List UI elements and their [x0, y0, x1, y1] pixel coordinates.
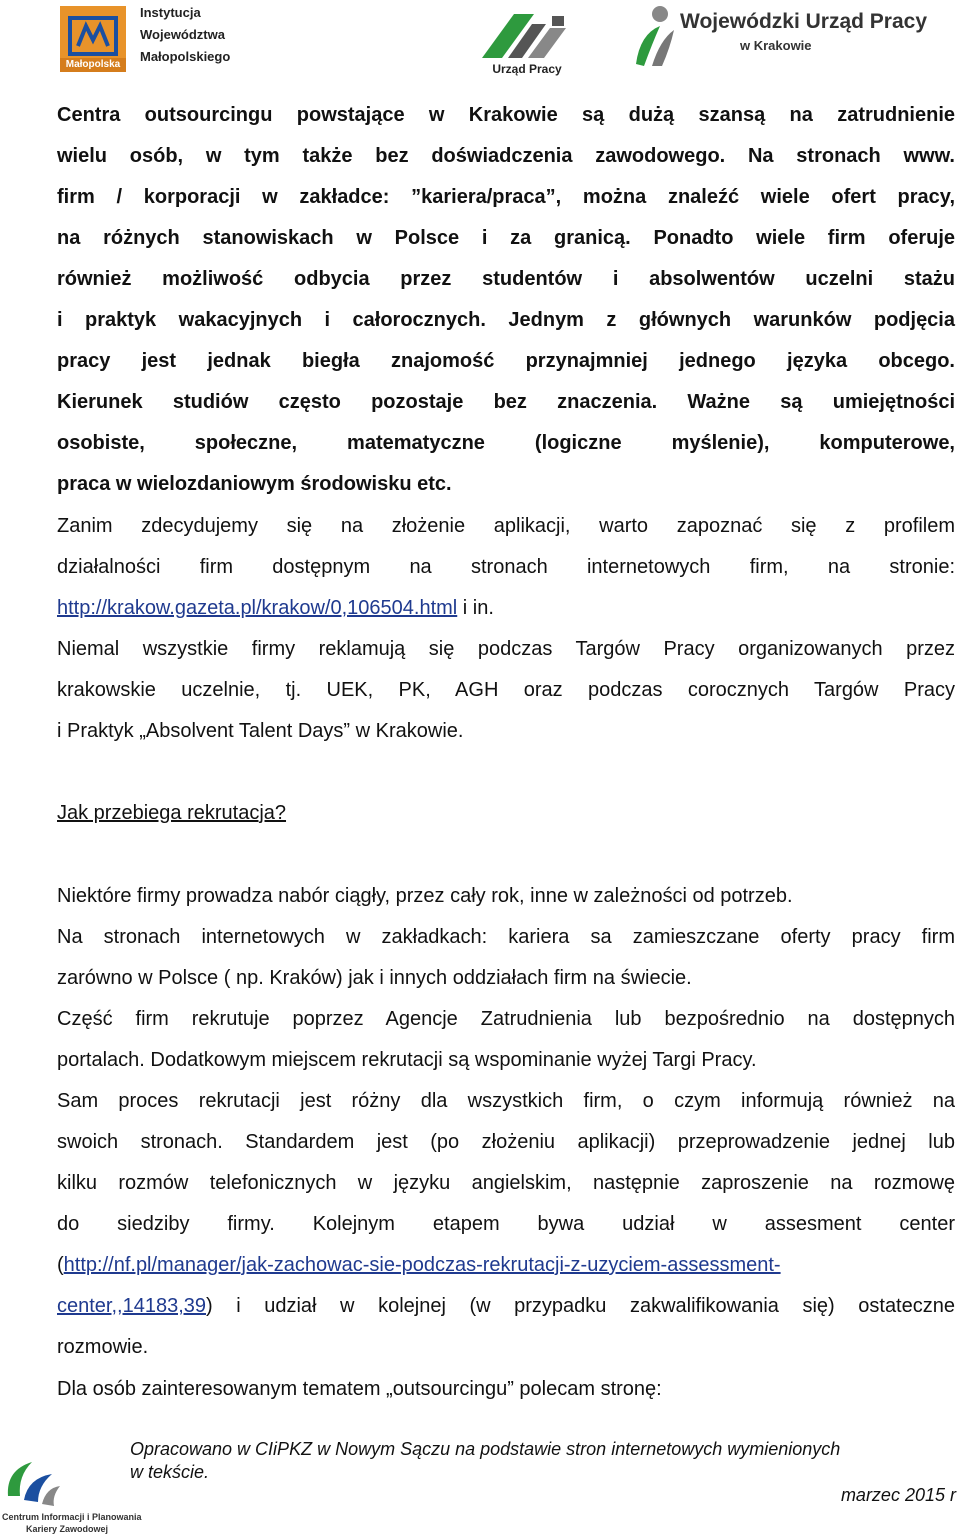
footer-note	[130, 1438, 950, 1484]
text-line: swoich stronach. Standardem jest (po złożeniu aplikacji) przeprowadzenie jednej lub	[57, 1131, 955, 1153]
text-line: Część firm rekrutuje poprzez Agencje Zatrudnienia lub bezpośrednio na dostępnych	[57, 1008, 955, 1030]
footer-note-line: Opracowano w CIiPKZ w Nowym Sączu na podstawie stron internetowych wymienionych	[130, 1439, 841, 1459]
footer-note-line: w tekście.	[130, 1462, 210, 1482]
text-line: Niemal wszystkie firmy reklamują się podczas Targów Pracy organizowanych przez	[57, 638, 955, 660]
text-line: Kierunek studiów często pozostaje bez znaczenia. Ważne są umiejętności	[57, 391, 955, 413]
person-icon	[630, 4, 680, 70]
urzad-pracy-logo	[472, 8, 582, 78]
wup-logo	[630, 4, 960, 74]
institution-name	[140, 4, 230, 66]
ciipkz-logo	[2, 1456, 142, 1538]
header	[0, 0, 960, 80]
wup-subtitle: w Krakowie	[740, 38, 812, 53]
text-line: Centra outsourcingu powstające w Krakowie są dużą szansą na zatrudnienie	[57, 104, 955, 126]
nf-link-continued[interactable]: center,,14183,39	[57, 1295, 207, 1317]
text-line: pracy jest jednak biegła znajomość przynajmniej jednego języka obcego.	[57, 350, 955, 372]
institution-line: Województwa	[140, 27, 225, 42]
text-line: zarówno w Polsce ( np. Kraków) jak i innych oddziałach firm na świecie.	[57, 967, 692, 989]
paragraph-profile	[57, 506, 955, 629]
paragraph-recruitment	[57, 876, 955, 1368]
text-line	[57, 1245, 955, 1286]
wup-title: Wojewódzki Urząd Pracy	[680, 10, 928, 33]
link-tail: i in.	[457, 597, 494, 619]
text-line: osobiste, społeczne, matematyczne (logiczne myślenie), komputerowe,	[57, 432, 955, 454]
ciipkz-line: Centrum Informacji i Planowania	[2, 1512, 142, 1522]
text-line: Na stronach internetowych w zakładkach: kariera sa zamieszczane oferty pracy firm	[57, 926, 955, 948]
text-line: krakowskie uczelnie, tj. UEK, PK, AGH oraz podczas corocznych Targów Pracy	[57, 679, 955, 701]
nf-link[interactable]: http://nf.pl/manager/jak-zachowac-sie-podczas-rekrutacji-z-uzyciem-assessment-	[63, 1254, 781, 1276]
text-line: i Praktyk „Absolvent Talent Days” w Krakowie.	[57, 720, 464, 742]
text-line: portalach. Dodatkowym miejscem rekrutacji są wspominanie wyżej Targi Pracy.	[57, 1049, 757, 1071]
text-line: Sam proces rekrutacji jest różny dla wszystkich firm, o czym informują również na	[57, 1090, 955, 1112]
paragraph-outsourcing	[57, 1369, 955, 1410]
institution-line: Małopolskiego	[140, 49, 231, 64]
text-line: kilku rozmów telefonicznych w języku angielskim, następnie zaproszenie na rozmowę	[57, 1172, 955, 1194]
text-line: firm / korporacji w zakładce: ”kariera/praca”, można znaleźć wiele ofert pracy,	[57, 186, 955, 208]
logo-badge-text: Małopolska	[65, 59, 121, 70]
text-line: Zanim zdecydujemy się na złożenie aplikacji, warto zapoznać się z profilem	[57, 515, 955, 537]
urzad-pracy-icon	[472, 8, 582, 64]
paragraph-intro	[57, 95, 955, 505]
link-tail: ) i udział w kolejnej (w przypadku zakwalifikowania się) ostateczne	[206, 1295, 955, 1317]
heading-text: Jak przebiega rekrutacja?	[57, 802, 287, 824]
text-line	[57, 1286, 955, 1327]
text-line: również możliwość odbycia przez studentów i absolwentów uczelni stażu	[57, 268, 955, 290]
text-line: Niektóre firmy prowadza nabór ciągły, przez cały rok, inne w zależności od potrzeb.	[57, 885, 793, 907]
paren-open: (	[57, 1254, 64, 1276]
gazeta-link[interactable]: http://krakow.gazeta.pl/krakow/0,106504.html	[57, 597, 458, 619]
text-line: wielu osób, w tym także bez doświadczenia zawodowego. Na stronach www.	[57, 145, 955, 167]
footer-date: marzec 2015 r	[840, 1485, 956, 1505]
malopolska-logo	[60, 6, 126, 72]
urzad-pracy-caption: Urząd Pracy	[492, 62, 562, 76]
ciipkz-icon	[2, 1456, 62, 1508]
text-line: działalności firm dostępnym na stronach internetowych firm, na stronie:	[57, 556, 955, 578]
text-line: na różnych stanowiskach w Polsce i za granicą. Ponadto wiele firm oferuje	[57, 227, 955, 249]
text-line: do siedziby firmy. Kolejnym etapem bywa udział w assesment center	[57, 1213, 955, 1235]
text-line: Dla osób zainteresowanym tematem „outsourcingu” polecam stronę:	[57, 1378, 662, 1400]
ciipkz-line: Kariery Zawodowej	[26, 1524, 109, 1534]
section-heading	[57, 793, 955, 834]
text-line: rozmowie.	[57, 1336, 149, 1358]
paragraph-fairs	[57, 629, 955, 752]
text-line: i praktyk wakacyjnych i całorocznych. Jednym z głównych warunków podjęcia	[57, 309, 955, 331]
institution-line: Instytucja	[140, 5, 201, 20]
text-line: praca w wielozdaniowym środowisku etc.	[57, 473, 452, 495]
text-line	[57, 588, 955, 629]
